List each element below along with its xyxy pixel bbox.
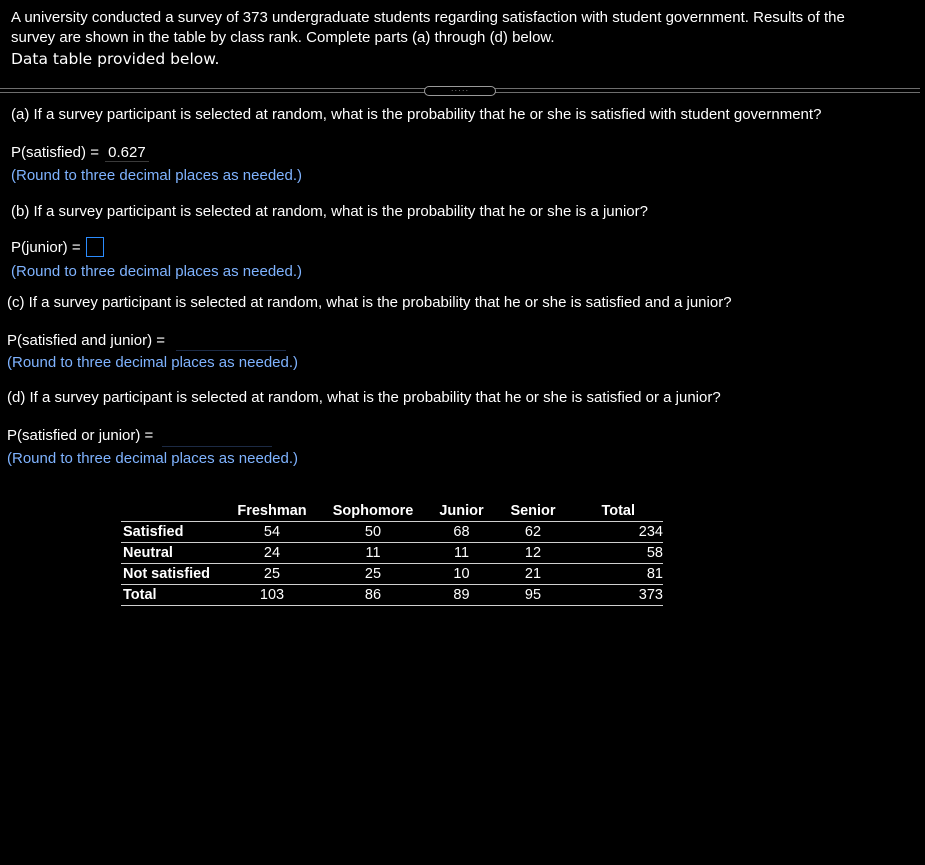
part-a-answer-label: P(satisfied) = [11,144,99,161]
cell: 54 [227,522,317,543]
header-senior: Senior [494,501,572,522]
table-header-row [121,501,663,522]
intro-text-line-2: survey are shown in the table by class rank. Complete parts (a) through (d) below. [11,29,555,46]
cell: 50 [317,522,429,543]
row-label: Neutral [121,543,227,564]
table-row-satisfied [121,522,663,543]
cell: 62 [494,522,572,543]
part-c-hint: (Round to three decimal places as needed.) [7,354,299,371]
part-d-hint: (Round to three decimal places as needed.) [7,450,299,467]
cell-total: 58 [572,543,663,564]
cell: 12 [494,543,572,564]
part-b-answer-label: P(junior) = [11,239,81,256]
part-d-question: (d) If a survey participant is selected at random, what is the probability that he or she is satisfied or a junior? [7,389,721,406]
cell: 24 [227,543,317,564]
header-total: Total [572,501,663,522]
cell: 86 [317,585,429,606]
row-label: Not satisfied [121,564,227,585]
part-c-answer-input[interactable] [176,350,286,351]
cell: 10 [429,564,494,585]
cell: 25 [317,564,429,585]
cell-total: 234 [572,522,663,543]
header-freshman: Freshman [227,501,317,522]
row-label: Total [121,585,227,606]
header-junior: Junior [429,501,494,522]
row-label: Satisfied [121,522,227,543]
cell: 103 [227,585,317,606]
table-row-not-satisfied [121,564,663,585]
part-a-question: (a) If a survey participant is selected at random, what is the probability that he or she is satisfied with student government? [11,106,822,123]
cell-total: 81 [572,564,663,585]
table-row-neutral [121,543,663,564]
cell: 95 [494,585,572,606]
part-d-answer-input[interactable] [162,446,272,447]
cell: 11 [429,543,494,564]
section-divider [0,84,920,100]
part-b-question: (b) If a survey participant is selected at random, what is the probability that he or she is a junior? [11,203,648,220]
survey-data-table [121,501,663,606]
part-a-answer-row [11,144,149,162]
cell-total: 373 [572,585,663,606]
divider-drag-handle[interactable]: ····· [424,86,496,96]
part-a-answer-value[interactable]: 0.627 [105,144,149,162]
cell: 21 [494,564,572,585]
cell: 11 [317,543,429,564]
header-empty [121,501,227,522]
part-a-hint: (Round to three decimal places as needed.) [11,167,303,184]
cell: 68 [429,522,494,543]
cell: 25 [227,564,317,585]
intro-text-line-1: A university conducted a survey of 373 undergraduate students regarding satisfaction with student government. Results of the [11,9,845,26]
cell: 89 [429,585,494,606]
data-table-link[interactable]: Data table provided below. [11,50,220,68]
table-row-total [121,585,663,606]
part-d-answer-label: P(satisfied or junior) = [7,427,154,444]
part-c-answer-label: P(satisfied and junior) = [7,332,165,349]
part-c-question: (c) If a survey participant is selected at random, what is the probability that he or she is satisfied and a junior? [7,294,732,311]
header-sophomore: Sophomore [317,501,429,522]
part-b-answer-input[interactable] [86,237,104,257]
part-b-hint: (Round to three decimal places as needed.) [11,263,303,280]
